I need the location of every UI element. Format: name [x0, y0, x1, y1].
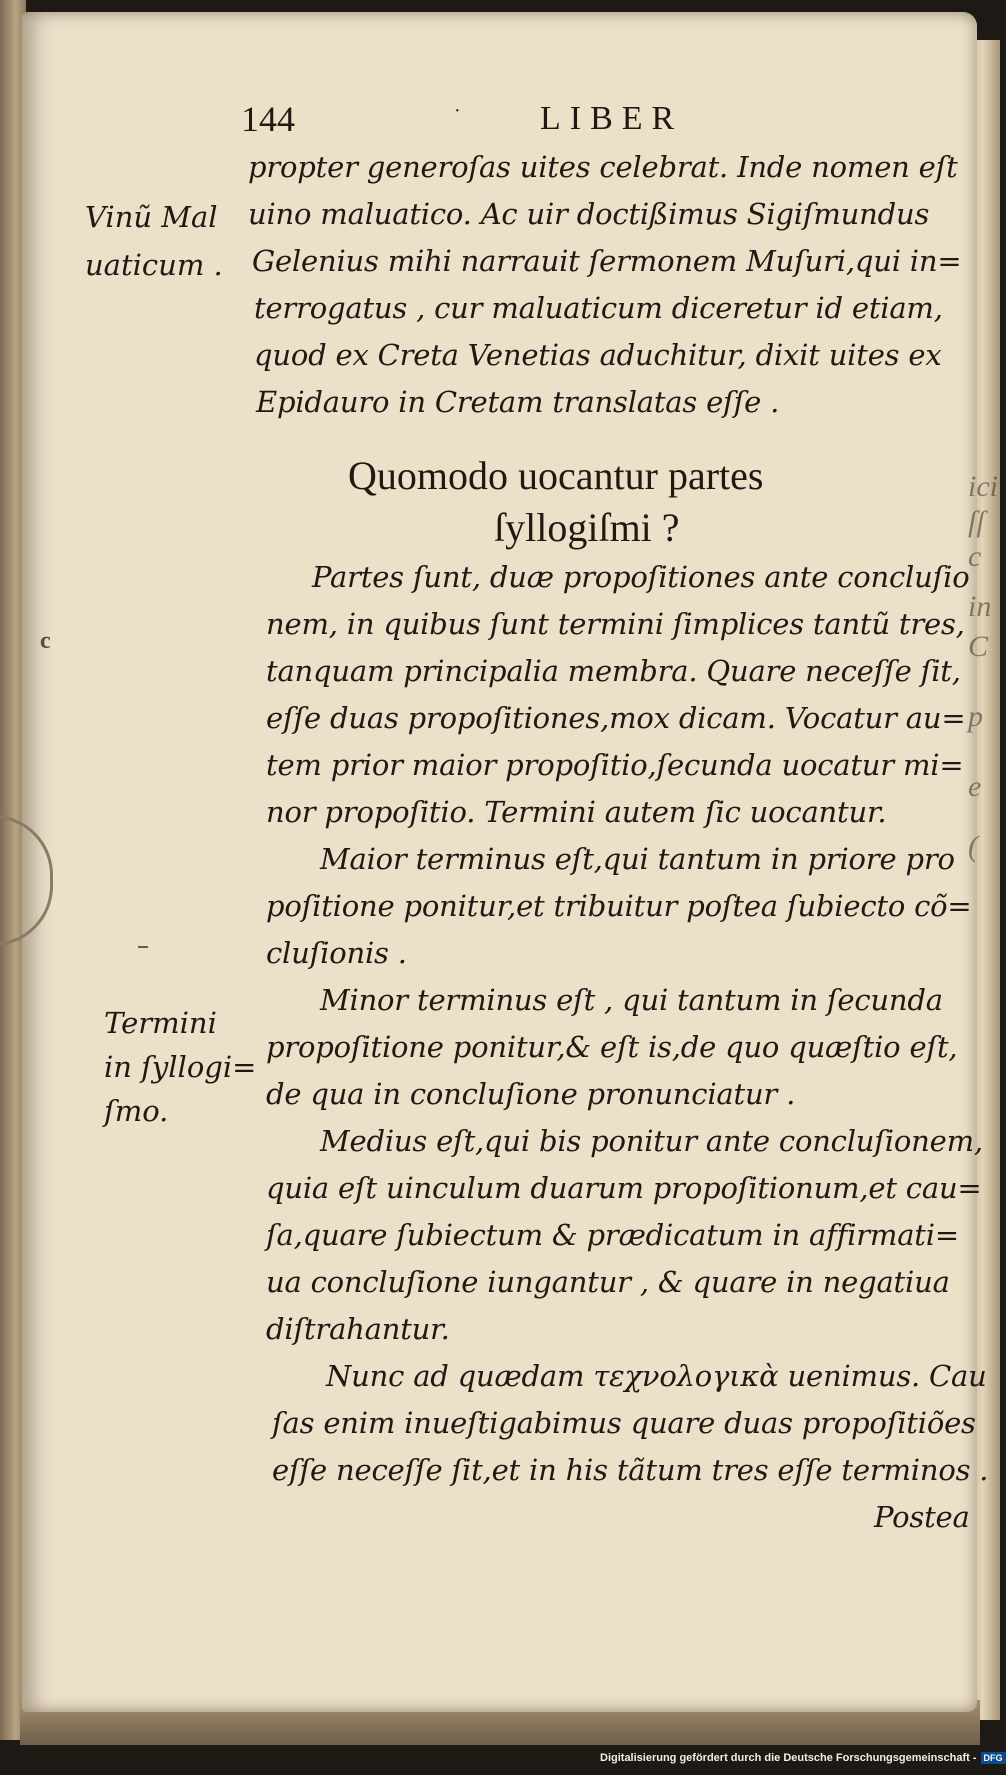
body-line: ſas enim inueſtigabimus quare duas propoſitiões [272, 1406, 976, 1440]
body-line: nem, in quibus ſunt termini ſimplices tantũ tres, [266, 607, 965, 641]
body-line: uino maluatico. Ac uir doctißimus Sigiſmundus [248, 197, 930, 231]
catchword: Postea [874, 1500, 970, 1534]
margin-note: uaticum . [85, 248, 223, 282]
body-line: tanquam principalia membra. Quare neceſſe ſit, [266, 654, 961, 688]
margin-note: ſmo. [104, 1094, 169, 1128]
body-line: Partes ſunt, duæ propoſitiones ante concluſio [312, 560, 970, 594]
body-line: Nunc ad quædam τεχνολογικὰ uenimus. Cau [326, 1359, 987, 1393]
margin-ink-mark: c [40, 628, 51, 654]
body-line: Maior terminus eſt,qui tantum in priore pro [320, 842, 955, 876]
facing-page-fragment: in [968, 590, 992, 623]
body-line: quod ex Creta Venetias aduchitur, dixit uites ex [254, 338, 942, 372]
facing-page-fragment: ſſ [968, 505, 985, 538]
body-line: propter generoſas uites celebrat. Inde nomen eſt [248, 150, 958, 184]
digitization-footer [600, 1752, 1006, 1764]
margin-note: Vinũ Mal [85, 200, 218, 234]
facing-page-fragment: C [968, 630, 989, 663]
body-line: ſa,quare ſubiectum & prædicatum in affirmati= [266, 1218, 959, 1252]
margin-tick-mark [138, 946, 148, 948]
body-line: eſſe duas propoſitiones,mox dicam. Vocatur au= [266, 701, 966, 735]
body-line: ua concluſione iungantur , & quare in negatiua [266, 1265, 950, 1299]
body-line: Medius eſt,qui bis ponitur ante concluſionem, [320, 1124, 983, 1158]
body-line: Epidauro in Cretam translatas eſſe . [256, 385, 780, 419]
body-line: nor propoſitio. Termini autem ſic uocantur. [266, 795, 887, 829]
facing-page-fragment: c [968, 540, 982, 573]
body-line: quia eſt uinculum duarum propoſitionum,et cau= [266, 1171, 982, 1205]
facing-page-fragment: p [968, 700, 983, 733]
facing-page-fragment: ( [968, 830, 978, 863]
section-heading: Quomodo uocantur partes [348, 453, 764, 498]
body-line: terrogatus , cur maluaticum diceretur id etiam, [254, 291, 943, 325]
footer-text: Digitalisierung gefördert durch die Deutsche Forschungsgemeinschaft - [600, 1752, 977, 1764]
facing-page-fragment: e [968, 770, 982, 803]
header-dot: · [454, 100, 461, 122]
dfg-logo: DFG [981, 1752, 1006, 1764]
body-line: Minor terminus eſt , qui tantum in ſecunda [320, 983, 943, 1017]
section-heading: ſyllogiſmi ? [494, 505, 680, 550]
running-head: LIBER [540, 100, 684, 137]
body-line: eſſe neceſſe ſit,et in his tãtum tres eſſe terminos . [272, 1453, 989, 1487]
body-line: diſtrahantur. [266, 1312, 450, 1346]
page-number: 144 [241, 99, 295, 139]
facing-page-fragment: ici [968, 470, 998, 503]
body-line: propoſitione ponitur,& eſt is,de quo quæſtio eſt, [266, 1030, 958, 1064]
body-line: cluſionis . [266, 936, 407, 970]
body-line: de qua in concluſione pronunciatur . [266, 1077, 796, 1111]
margin-note: Termini [104, 1006, 217, 1040]
body-line: tem prior maior propoſitio,ſecunda uocatur mi= [266, 748, 964, 782]
body-line: Gelenius mihi narrauit ſermonem Muſuri,qui in= [252, 244, 962, 278]
body-line: poſitione ponitur,et tribuitur poſtea ſubiecto cõ= [266, 889, 972, 923]
margin-note: in ſyllogi= [104, 1050, 257, 1084]
